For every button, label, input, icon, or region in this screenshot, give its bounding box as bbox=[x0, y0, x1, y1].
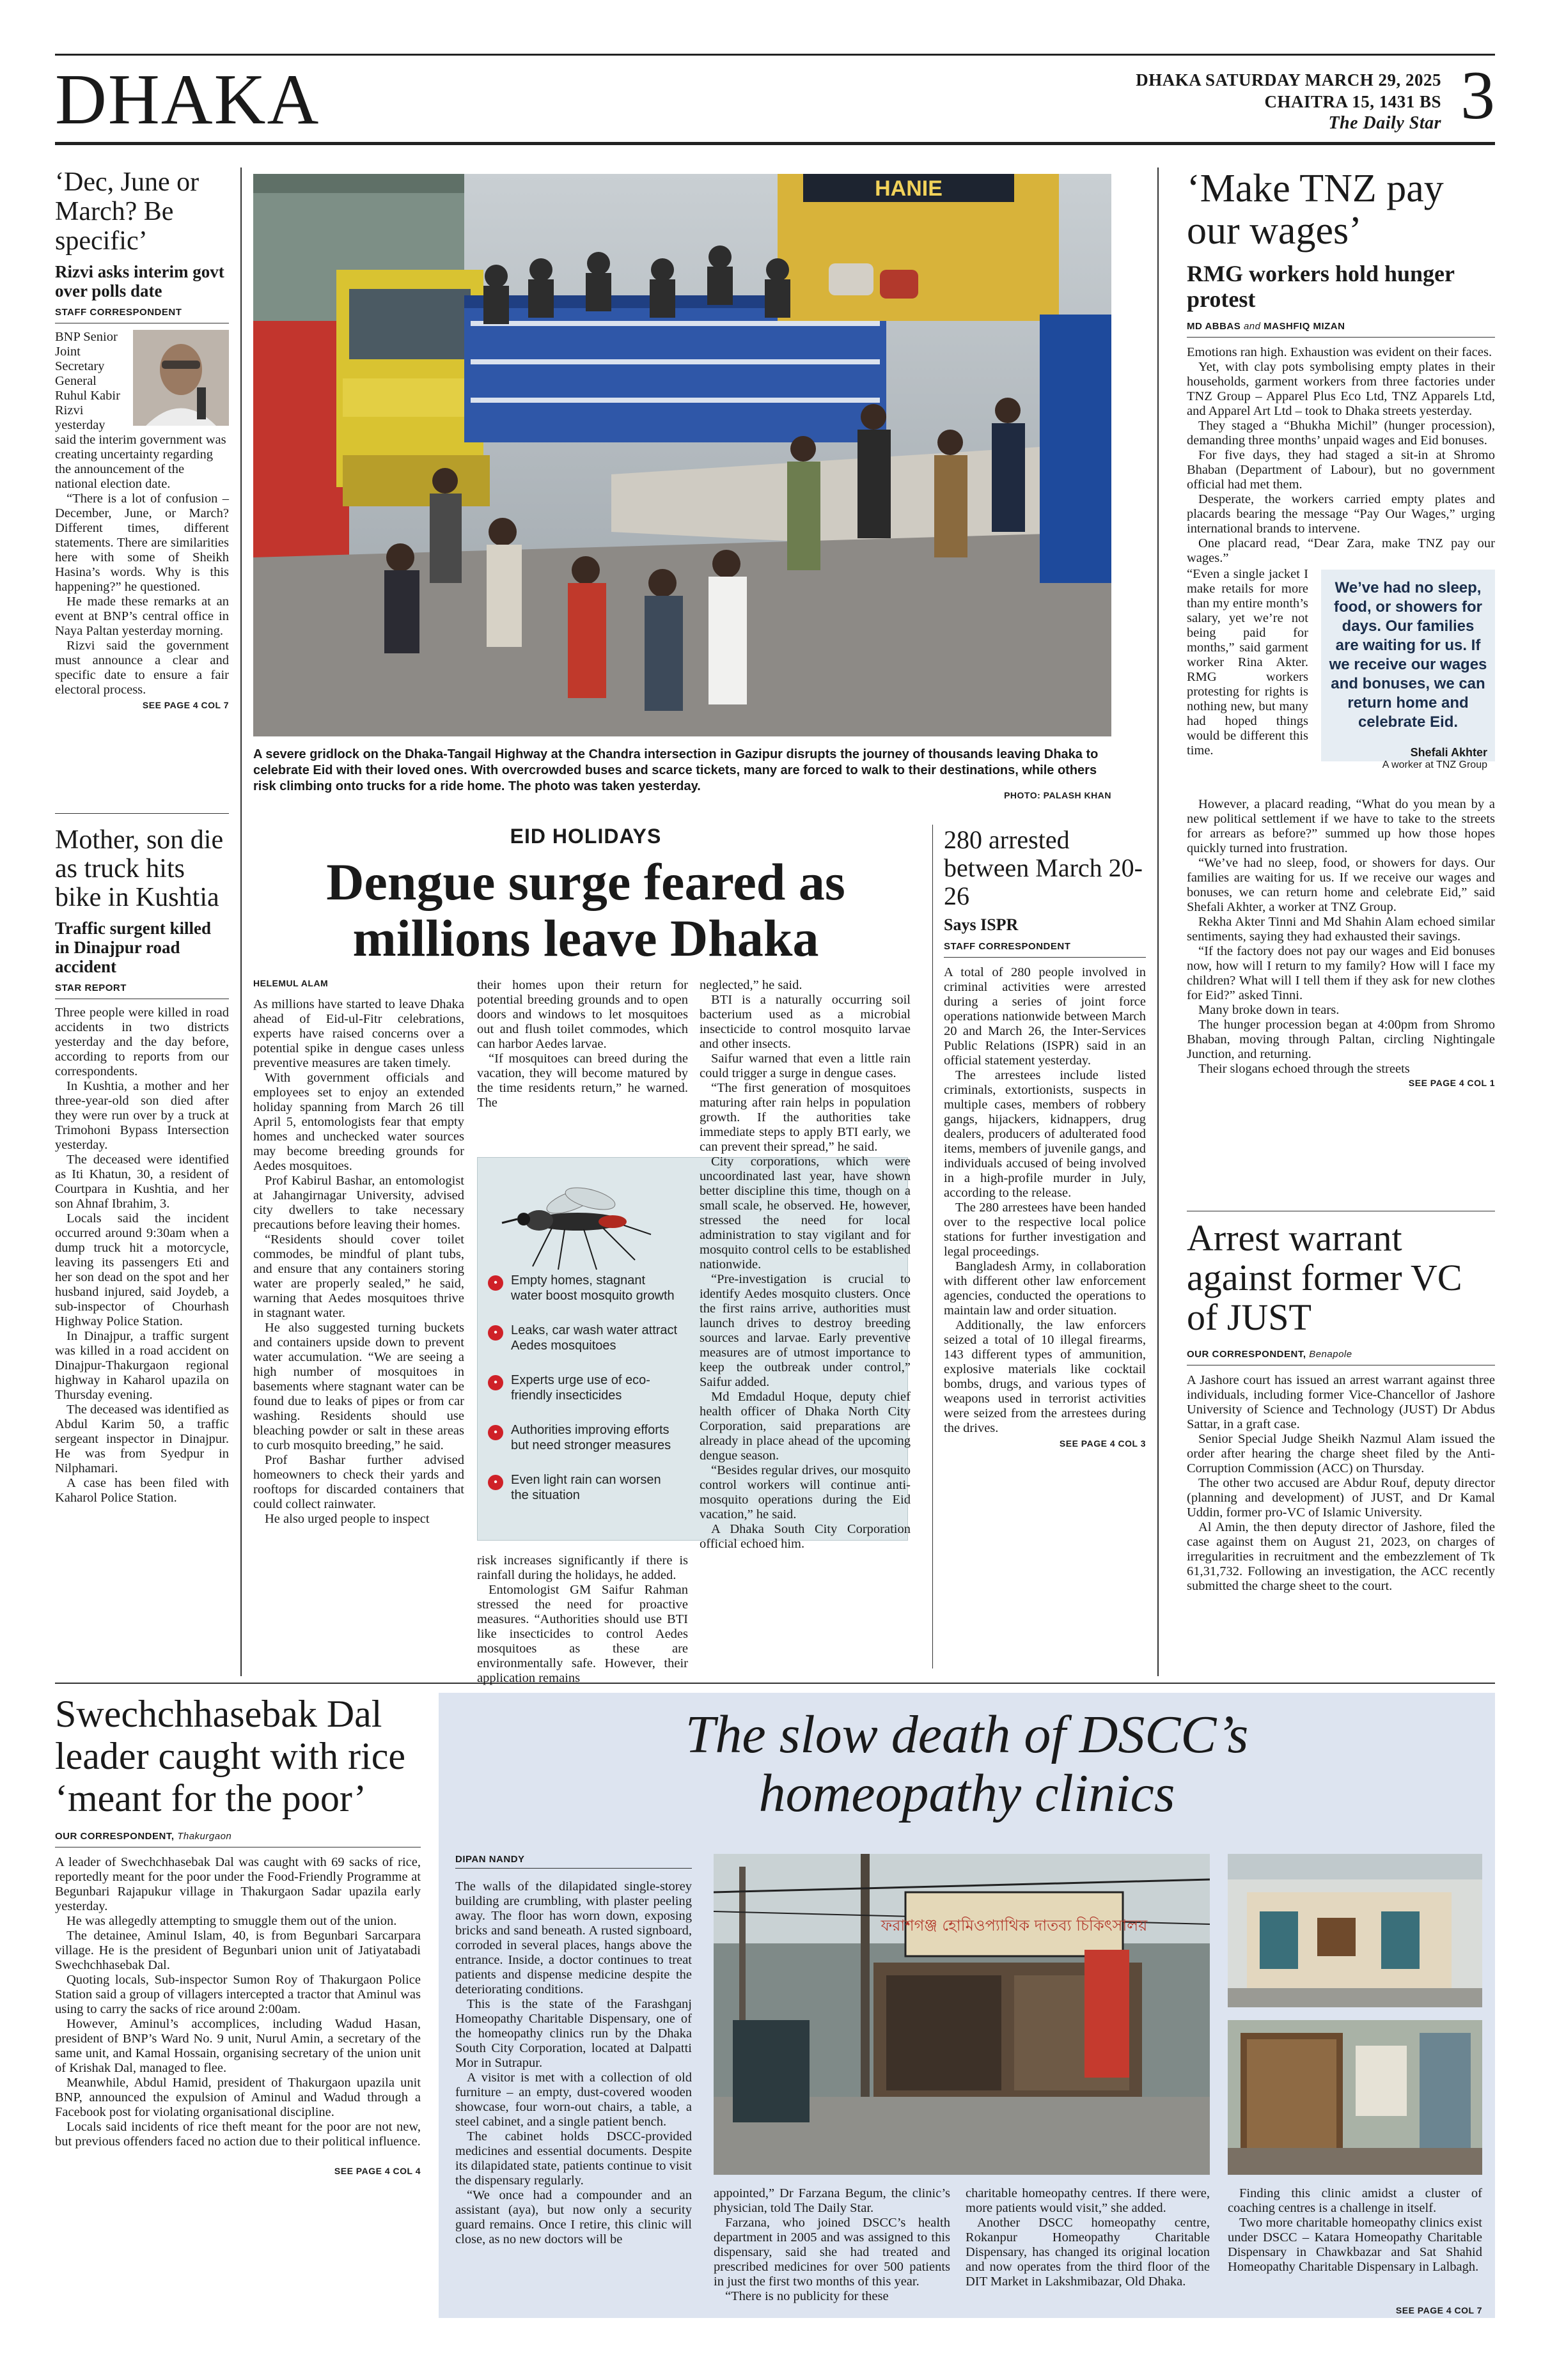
paragraph: Prof Bashar further advised homeowners to check their yards and rooftops for discarded containers that could collect rainwater. bbox=[253, 1453, 464, 1511]
clinic-sign-text: ফরাশগঞ্জ হোমিওপ্যাথিক দাতব্য চিকিৎসালয় bbox=[881, 1917, 1148, 1934]
rizvi-portrait bbox=[133, 330, 229, 426]
paragraph: A visitor is met with a collection of old furniture – an empty, dust-covered wooden showcase, four worn-out chairs, a table, a steel cabinet, and a single patient bench. bbox=[455, 2071, 692, 2129]
info-item bbox=[488, 1323, 680, 1353]
paragraph: “Residents should cover toilet commodes, be mindful of plant tubs, and ensure that any containers storing water are properly sealed,” he said, warning that Aedes mosquitoes thrive in stagnant water. bbox=[253, 1233, 464, 1320]
just-headline: Arrest warrant against former VC of JUST bbox=[1187, 1217, 1462, 1338]
info-item-text: Experts urge use of eco-friendly insecticides bbox=[511, 1373, 650, 1403]
portrait-image bbox=[133, 330, 229, 426]
just-body bbox=[1187, 1373, 1495, 1594]
clinic-photo-interior bbox=[1228, 2020, 1482, 2175]
tnz-see-page: SEE PAGE 4 COL 1 bbox=[1408, 1078, 1495, 1088]
tnz-body-bottom bbox=[1187, 797, 1495, 1077]
byline-place: Thakurgaon bbox=[177, 1831, 232, 1842]
column-rule bbox=[1157, 167, 1159, 1676]
bus-sign-text: HANIE bbox=[875, 176, 943, 201]
tnz-pull-quote bbox=[1321, 570, 1495, 770]
tnz-side-wrap bbox=[1187, 567, 1495, 797]
section-rule bbox=[55, 1683, 1495, 1684]
paragraph: As millions have started to leave Dhaka ahead of Eid-ul-Fitr celebrations, experts have raised concerns over a potential spike in dengue cases unless preventive measures are taken timely. bbox=[253, 997, 464, 1070]
kushtia-body bbox=[55, 1006, 229, 1505]
paragraph: Saifur warned that even a little rain could trigger a surge in dengue cases. bbox=[700, 1052, 911, 1080]
info-item bbox=[488, 1422, 680, 1453]
paragraph: Another DSCC homeopathy centre, Rokanpur Homeopathy Charitable Dispensary, has changed its original location and now operates from the third floor of the DIT Market in Lakshmibazar, Old Dhaka. bbox=[966, 2216, 1210, 2289]
info-item-text: Leaks, car wash water attract Aedes mosquitoes bbox=[511, 1323, 678, 1353]
paragraph: Md Emdadul Hoque, deputy chief health officer of Dhaka North City Corporation, said preparations are already in place ahead of the upcoming dengue season. bbox=[700, 1390, 911, 1463]
bullet-icon: • bbox=[488, 1325, 503, 1341]
paragraph: Many broke down in tears. bbox=[1198, 1003, 1340, 1017]
paragraph: Finding this clinic amidst a cluster of coaching centres is a challenge in itself. bbox=[1228, 2186, 1482, 2215]
dscc-byline: DIPAN NANDY bbox=[455, 1854, 525, 1865]
tnz-story bbox=[1187, 167, 1495, 1088]
mosquito-icon bbox=[501, 1171, 654, 1273]
rice-body bbox=[55, 1855, 421, 2149]
paragraph: Meanwhile, Abdul Hamid, president of Thakurgaon upazila unit BNP, announced the expulsion of Aminul and Wadud through a Facebook post for violating organisational discipline. bbox=[55, 2076, 421, 2119]
paragraph: Emotions ran high. Exhaustion was evident on their faces. bbox=[1187, 345, 1492, 359]
paragraph: A leader of Swechchhasebak Dal was caught with 69 sacks of rice, reportedly meant for the poor under the Food-Friendly Programme at Begunbari Rajapukur village in Thakurgaon Sadar upazila early yesterday. bbox=[55, 1855, 421, 1913]
paragraph: “The first generation of mosquitoes maturing after rain helps in population growth. If the authorities take immediate steps to apply BTI early, we can prevent their spread,” he said. bbox=[700, 1081, 911, 1154]
byline-rule bbox=[944, 957, 1146, 958]
info-item-text: Empty homes, stagnant water boost mosquito growth bbox=[511, 1273, 675, 1303]
paragraph: This is the state of the Farashganj Homeopathy Charitable Dispensary, one of the homeopathy clinics run by the Dhaka South City Corporation, located at Dalpatti Mor in Sutrapur. bbox=[455, 1997, 692, 2070]
just-story bbox=[1187, 1218, 1495, 1594]
date-line-2: CHAITRA 15, 1431 BS bbox=[1264, 92, 1441, 111]
column-rule bbox=[932, 825, 933, 1668]
byline-name: OUR CORRESPONDENT, bbox=[1187, 1349, 1306, 1360]
rice-story bbox=[55, 1693, 421, 2176]
info-item-text: Even light rain can worsen the situation bbox=[511, 1473, 661, 1502]
pull-quote-role: A worker at TNZ Group bbox=[1382, 759, 1487, 770]
byline-name: MD ABBAS bbox=[1187, 321, 1241, 332]
paragraph: Bangladesh Army, in collaboration with different other law enforcement agencies, conducted the operations to maintain law and order situation. bbox=[944, 1259, 1146, 1318]
info-item bbox=[488, 1472, 680, 1503]
arrests-headline: 280 arrested between March 20-26 bbox=[944, 825, 1143, 910]
arrests-body bbox=[944, 965, 1146, 1436]
masthead-top-rule bbox=[55, 54, 1495, 56]
arrests-byline: STAFF CORRESPONDENT bbox=[944, 941, 1071, 952]
clinic-photo-exterior bbox=[1228, 1854, 1482, 2007]
paragraph: However, a placard reading, “What do you mean by a new political settlement if we have to take to the streets for arrears as before?” summed up how those hopes quickly turned into frustration. bbox=[1187, 797, 1495, 855]
main-photo bbox=[253, 174, 1111, 736]
paragraph: However, Aminul’s accomplices, including Wadud Hasan, president of BNP’s Ward No. 9 unit, Nurul Amin, a secretary of the same unit, and Kamal Hossain, organising secretary of the union unit of Krishak Dal, managed to flee. bbox=[55, 2017, 421, 2075]
paragraph: neglected,” he said. bbox=[700, 978, 802, 992]
paragraph: He made these remarks at an event at BNP’s central office in Naya Paltan yesterday morning. bbox=[55, 595, 229, 638]
paragraph: He was allegedly attempting to smuggle them out of the union. bbox=[67, 1914, 397, 1928]
paragraph: Rekha Akter Tinni and Md Shahin Alam echoed similar sentiments, saying they had exhausted their savings. bbox=[1187, 915, 1495, 944]
column-rule bbox=[240, 167, 242, 1676]
paragraph: A Dhaka South City Corporation official echoed him. bbox=[700, 1522, 911, 1551]
tnz-byline bbox=[1187, 321, 1495, 332]
paragraph: Senior Special Judge Sheikh Nazmul Alam issued the order after hearing the charge sheet filed by the Anti-Corruption Commission (ACC) on Thursday. bbox=[1187, 1432, 1495, 1475]
paragraph: The 280 arrestees have been handed over to the respective local police stations for further investigation and legal proceedings. bbox=[944, 1201, 1146, 1259]
dscc-col-2 bbox=[714, 2186, 950, 2304]
paragraph: The deceased was identified as Abdul Karim 50, a traffic sergeant inspector in Dinajpur. He was from Syedpur in Nilphamari. bbox=[55, 1403, 229, 1475]
main-photo-caption: A severe gridlock on the Dhaka-Tangail Highway at the Chandra intersection in Gazipur disrupts the journey of thousands leaving Dhaka to celebrate Eid with their loved ones. With overcrowded buses and scarce tickets, many are forced to walk to their destinations, while others risk climbing onto trucks for a ride home. The photo was taken yesterday. bbox=[253, 747, 1099, 793]
paragraph: Additionally, the law enforcers seized a total of 10 illegal firearms, 143 different types of ammunition, explosive materials like cocktail bombs, drugs, and various types of weapons used in terrorist activities were seized from the arrestees during the drives. bbox=[944, 1318, 1146, 1435]
arrests-see-page: SEE PAGE 4 COL 3 bbox=[1059, 1438, 1146, 1449]
paragraph: appointed,” Dr Farzana Begum, the clinic’s physician, told The Daily Star. bbox=[714, 2186, 950, 2215]
bullet-icon: • bbox=[488, 1375, 503, 1390]
byline-name: MASHFIQ MIZAN bbox=[1264, 321, 1345, 332]
paper-name: The Daily Star bbox=[1328, 113, 1441, 133]
story-divider bbox=[55, 813, 229, 814]
tnz-headline: ‘Make TNZ pay our wages’ bbox=[1187, 167, 1444, 253]
arrests-story bbox=[944, 826, 1146, 1449]
paragraph: charitable homeopathy centres. If there were, more patients would visit,” she added. bbox=[966, 2186, 1210, 2215]
info-item-text: Authorities improving efforts but need stronger measures bbox=[511, 1423, 671, 1452]
info-item bbox=[488, 1373, 680, 1403]
kushtia-byline: STAR REPORT bbox=[55, 983, 127, 993]
paragraph: Desperate, the workers carried empty plates and placards bearing the message “Pay Our Wages,” urging international brands to intervene. bbox=[1187, 492, 1495, 536]
dengue-headline: Dengue surge feared as millions leave Dhaka bbox=[326, 853, 845, 967]
dilapidated-clinic-photo bbox=[714, 1854, 1210, 2175]
bullet-icon: • bbox=[488, 1425, 503, 1440]
paragraph: He also urged people to inspect bbox=[265, 1512, 430, 1526]
dengue-col-3 bbox=[700, 978, 911, 1552]
byline-and: and bbox=[1243, 321, 1261, 332]
info-item bbox=[488, 1273, 680, 1303]
dscc-col-3 bbox=[966, 2186, 1210, 2289]
rizvi-lead: BNP Senior Joint Secretary General Ruhul Kabir Rizvi yesterday said the interim government was creating uncertainty regarding the announcement of the national election date. bbox=[55, 330, 226, 491]
rizvi-see-page: SEE PAGE 4 COL 7 bbox=[142, 700, 229, 710]
coaching-centre-building-photo bbox=[1228, 1854, 1482, 2007]
paragraph: “There is no publicity for these bbox=[725, 2289, 889, 2303]
highway-crowd-photo bbox=[253, 174, 1111, 736]
paragraph: A case has been filed with Kaharol Police Station. bbox=[55, 1476, 229, 1505]
paragraph: “If mosquitoes can breed during the vacation, they will become matured by the time residents return,” he warned. The bbox=[477, 1052, 688, 1110]
paragraph: In Dinajpur, a traffic surgent was killed in a road accident on Dinajpur-Thakurgaon regional highway in Kaharol upazila on Thursday evening. bbox=[55, 1329, 229, 1402]
paragraph: Farzana, who joined DSCC’s health department in 2005 and was assigned to this dispensary, said she had treated and prescribed medicines for over 500 patients in just the first two months of this year. bbox=[714, 2216, 950, 2289]
paragraph: Locals said incidents of rice theft meant for the poor are not new, but previous offenders faced no action due to their political influence. bbox=[55, 2120, 421, 2149]
dengue-col-1 bbox=[253, 997, 464, 1527]
paragraph: The arrestees include listed criminals, extortionists, suspects in multiple cases, members of robbery gangs, hijackers, kidnappers, drug dealers, producers of adulterated food items, members of juvenile gangs, and individuals accused of being involved in a high-profile murder in July, according to the release. bbox=[944, 1068, 1146, 1200]
rizvi-body bbox=[55, 492, 229, 697]
dengue-byline: HELEMUL ALAM bbox=[253, 978, 329, 988]
tnz-body-side: “Even a single jacket I make retails for more than my entire month’s salary, yet we’re not being paid for months,” said garment worker Rina Akter. RMG workers protesting for rights is nothing new, but many had hoped things would be different this time. bbox=[1187, 567, 1308, 758]
page-number: 3 bbox=[1460, 58, 1495, 134]
paragraph: their homes upon their return for potential breeding grounds and to open doors and windows to let mosquitoes out and flush toilet commodes, which can harbor Aedes larvae. bbox=[477, 978, 688, 1051]
paragraph: Locals said the incident occurred around 9:30am when a dump truck hit a motorcycle, leaving its passengers Eti and her son dead on the spot and her husband injured, said Joydeb, a sub-inspector of Chourhash Highway Police Station. bbox=[55, 1211, 229, 1328]
paragraph: For five days, they had staged a sit-in at Shromo Bhaban (Department of Labour), but no government official had met them. bbox=[1187, 448, 1495, 492]
paragraph: “Pre-investigation is crucial to identify Aedes mosquito clusters. Once the first rains arrive, authorities must launch drives to destroy breeding sources and larvae. Early preventive measures are of utmost importance to keep the outbreak under control,” Saifur added. bbox=[700, 1272, 911, 1389]
dengue-col-2-top bbox=[477, 978, 688, 1110]
pull-quote-text: We’ve had no sleep, food, or showers for days. Our families are waiting for us. If we receive our wages and bonuses, we can return home and celebrate Eid. bbox=[1329, 579, 1487, 731]
paragraph: They staged a “Bhukha Michil” (hunger procession), demanding three months’ unpaid wages and Eid bonuses. bbox=[1187, 419, 1495, 447]
paragraph: He also suggested turning buckets and containers upside down to prevent water accumulation. “We are seeing a high number of mosquitoes in basements where stagnant water can be found due to leaks of pipes or from car washing. Residents should use bleaching powder or salt in these areas to curb mosquito breeding,” he said. bbox=[253, 1321, 464, 1452]
dscc-col-1 bbox=[455, 1879, 692, 2247]
paragraph: The other two accused are Abdur Rouf, deputy director (planning and development) of JUST, and Dr Kamal Uddin, former pro-VC of Islamic University. bbox=[1187, 1476, 1495, 1520]
paragraph: The detainee, Aminul Islam, 40, is from Begunbari Sarcarpara village. He is the president of Begunbari union unit of Jatiyatabadi Swechchhasebak Dal. bbox=[55, 1929, 421, 1972]
paragraph: With government officials and employees set to enjoy an extended holiday spanning from March 26 till April 5, entomologists fear that empty homes and unchecked water sources may become breeding grounds for Aedes mosquitoes. bbox=[253, 1071, 464, 1173]
rice-see-page: SEE PAGE 4 COL 4 bbox=[334, 2166, 421, 2176]
paragraph: Two more charitable homeopathy clinics exist under DSCC – Katara Homeopathy Charitable Dispensary in Chawkbazar and Sat Shahid Homeopathy Charitable Dispensary in Lalbagh. bbox=[1228, 2216, 1482, 2274]
date-line-1: DHAKA SATURDAY MARCH 29, 2025 bbox=[1136, 70, 1441, 89]
paragraph: One placard read, “Dear Zara, make TNZ pay our wages.” bbox=[1187, 536, 1495, 565]
paragraph: The cabinet holds DSCC-provided medicines and essential documents. Despite its dilapidated state, patients continue to visit the dispensary regularly. bbox=[455, 2129, 692, 2188]
paragraph: BTI is a naturally occurring soil bacterium used as a microbial insecticide to control mosquito larvae and other insects. bbox=[700, 993, 911, 1051]
paragraph: “Besides regular drives, our mosquito control workers will continue anti-mosquito operations during the Eid vacation,” he said. bbox=[700, 1463, 911, 1521]
rizvi-byline: STAFF CORRESPONDENT bbox=[55, 307, 182, 318]
clinic-interior-photo bbox=[1228, 2020, 1482, 2175]
paragraph: Rizvi said the government must announce a clear and specific date to ensure a fair electoral process. bbox=[55, 639, 229, 697]
paragraph: Three people were killed in road accidents in two districts yesterday and the day before, according to reports from our correspondents. bbox=[55, 1006, 229, 1078]
paragraph: Quoting locals, Sub-inspector Sumon Roy of Thakurgaon Police Station said a group of villagers intercepted a tractor that Aminul was using to carry the sacks of rice around 2:00am. bbox=[55, 1973, 421, 2016]
clinic-photo-main bbox=[714, 1854, 1210, 2175]
paragraph: A total of 280 people involved in criminal activities were arrested during a series of joint force operations nationwide between March 20 and March 26, the Inter-Services Public Relations (ISPR) said in an official statement yesterday. bbox=[944, 965, 1146, 1068]
rizvi-subhead: Rizvi asks interim govt over polls date bbox=[55, 262, 224, 300]
bullet-icon: • bbox=[488, 1475, 503, 1490]
paragraph: “We once had a compounder and an assistant (aya), but now only a security guard remains. Once I retire, this clinic will close, as no new doctors will be bbox=[455, 2188, 692, 2246]
dscc-headline: The slow death of DSCC’s homeopathy clinics bbox=[685, 1705, 1249, 1823]
byline-rule bbox=[455, 1868, 692, 1869]
tnz-body-top bbox=[1187, 345, 1495, 566]
rice-byline bbox=[55, 1831, 421, 1842]
byline-rule bbox=[1187, 337, 1495, 338]
paragraph: Yet, with clay pots symbolising empty plates in their households, garment workers from three factories under TNZ Group – Apparel Plus Eco Ltd, TNZ Apparels Ltd, and Apparel Art Ltd – took to Dhaka streets yesterday. bbox=[1187, 360, 1495, 418]
dengue-kicker: EID HOLIDAYS bbox=[510, 825, 662, 848]
paragraph: A Jashore court has issued an arrest warrant against three individuals, including former Vice-Chancellor of Jashore University of Science and Technology (JUST) Dr Abdus Sattar, in a graft case. bbox=[1187, 1373, 1495, 1431]
paragraph: The hunger procession began at 4:00pm from Shromo Bhaban, moving through Paltan, circling Nightingale Junction, and returning. bbox=[1187, 1018, 1495, 1061]
tnz-subhead: RMG workers hold hunger protest bbox=[1187, 261, 1455, 312]
paragraph: “If the factory does not pay our wages and Eid bonuses now, how will I return to my family? How will I face my children? What will I tell them if they ask for new clothes for Eid?” asked Tinni. bbox=[1187, 944, 1495, 1002]
main-photo-credit: PHOTO: PALASH KHAN bbox=[1004, 790, 1111, 800]
paragraph: The walls of the dilapidated single-storey building are crumbling, with plaster peeling away. The floor has worn down, exposing bricks and sand beneath. A rusted signboard, corroded in several places, hangs above the entrance. Inside, a doctor continues to treat patients and dispense medicine despite the deteriorating conditions. bbox=[455, 1879, 692, 1996]
dateline bbox=[1136, 69, 1441, 134]
rizvi-headline: ‘Dec, June or March? Be specific’ bbox=[55, 167, 200, 256]
kushtia-subhead: Traffic surgent killed in Dinajpur road accident bbox=[55, 919, 211, 976]
masthead-bottom-rule bbox=[55, 142, 1495, 145]
dscc-col-4 bbox=[1228, 2186, 1482, 2275]
paragraph: “We’ve had no sleep, food, or showers for days. Our families are waiting for us. If we receive our wages and bonuses, we can return home and celebrate Eid,” said Shefali Akhter, a worker at TNZ Group. bbox=[1187, 856, 1495, 914]
byline-place: Benapole bbox=[1309, 1349, 1352, 1360]
kushtia-story bbox=[55, 826, 229, 1505]
paragraph: The deceased were identified as Iti Khatun, 30, a resident of Courtpara in Kushtia, and her son Ahnaf Ibrahim, 3. bbox=[55, 1153, 229, 1211]
paragraph: In Kushtia, a mother and her three-year-old son died after they were run over by a truck at Trimohoni Bypass Intersection yesterday. bbox=[55, 1079, 229, 1152]
paragraph: Prof Kabirul Bashar, an entomologist at Jahangirnagar University, advised city dwellers to take necessary precautions before leaving their homes. bbox=[253, 1174, 464, 1232]
dengue-col-2-bottom bbox=[477, 1553, 688, 1686]
byline-name: OUR CORRESPONDENT, bbox=[55, 1831, 175, 1842]
bullet-icon: • bbox=[488, 1275, 503, 1291]
paragraph: risk increases significantly if there is rainfall during the holidays, he added. bbox=[477, 1553, 688, 1582]
dscc-see-page: SEE PAGE 4 COL 7 bbox=[1395, 2305, 1482, 2315]
paragraph: Their slogans echoed through the streets bbox=[1198, 1062, 1410, 1076]
kushtia-headline: Mother, son die as truck hits bike in Kushtia bbox=[55, 825, 224, 912]
paragraph: Entomologist GM Saifur Rahman stressed the need for proactive measures. “Authorities should use BTI like insecticides to control Aedes mosquitoes as these are environmentally safe. However, their application remains bbox=[477, 1583, 688, 1685]
paragraph: “There is a lot of confusion – December, June, or March? Different times, different statements. There are similarities here with some of Sheikh Hasina’s words. Why is this happening?” he questioned. bbox=[55, 492, 229, 594]
just-byline bbox=[1187, 1349, 1495, 1360]
paragraph: City corporations, which were uncoordinated last year, have shown better discipline this time, though on a small scale, he observed. He, however, stressed the need for local administration to stay vigilant and for mosquito control cells to be established nationwide. bbox=[700, 1155, 911, 1272]
paragraph: Al Amin, the then deputy director of Jashore, filed the case against them on August 21, 2023, on charges of irregularities in recruitment and the embezzlement of Tk 61,31,732. Following an investigation, the ACC recently submitted the charge sheet to the court. bbox=[1187, 1520, 1495, 1593]
arrests-subhead: Says ISPR bbox=[944, 915, 1019, 934]
section-name: DHAKA bbox=[55, 60, 320, 139]
pull-quote-name: Shefali Akhter bbox=[1410, 746, 1487, 759]
rice-headline: Swechchhasebak Dal leader caught with rice ‘meant for the poor’ bbox=[55, 1693, 406, 1819]
rizvi-story bbox=[55, 167, 229, 710]
